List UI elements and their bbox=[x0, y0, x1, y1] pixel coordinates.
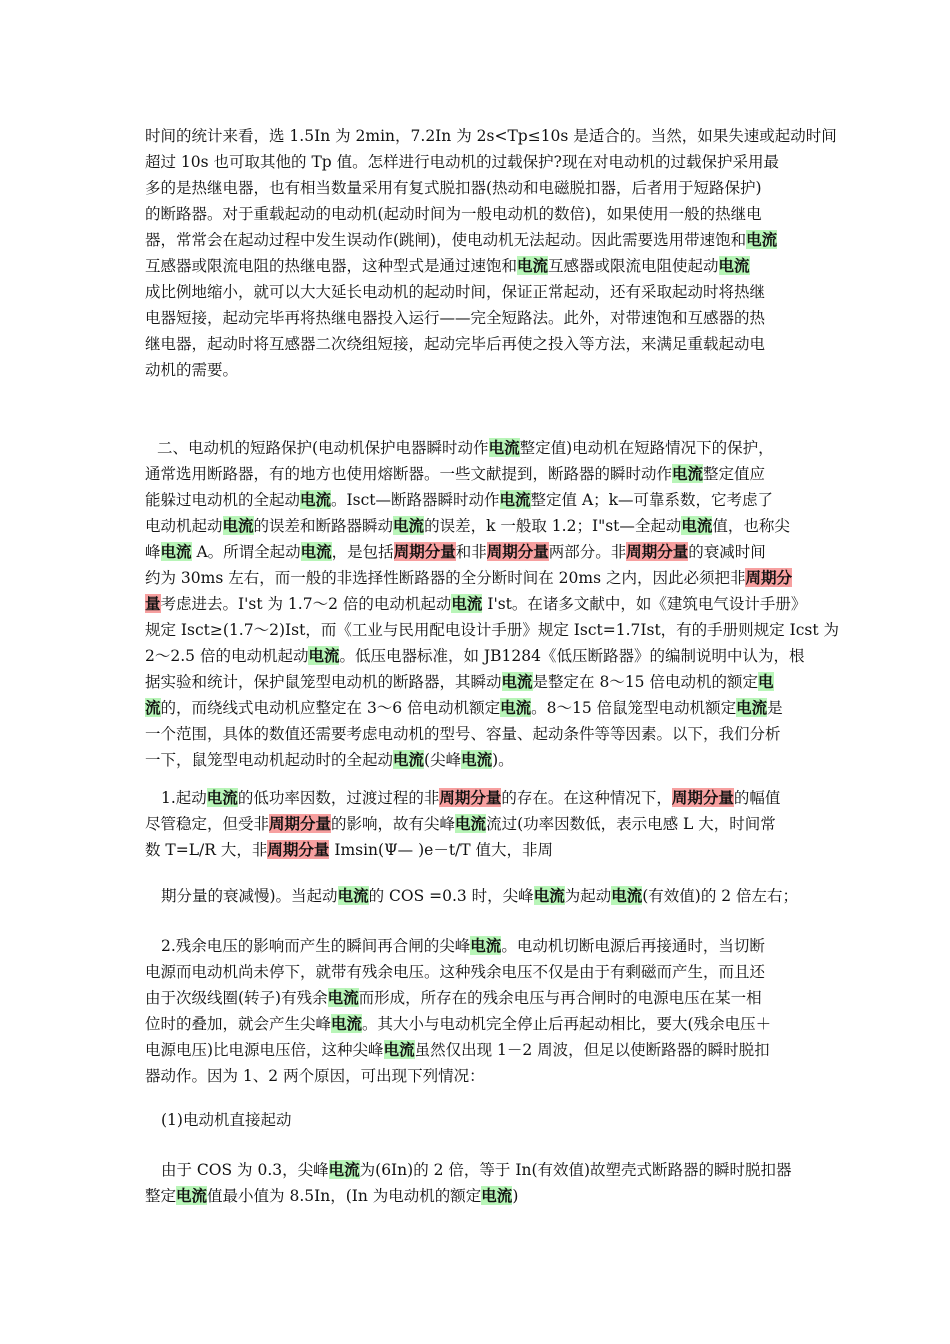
highlight-current: 电流 bbox=[718, 256, 750, 275]
text-run: 器，常常会在起动过程中发生误动作(跳闸)，使电动机无法起动。因此需要选用带速饱和 bbox=[145, 231, 747, 249]
text-run: 数 T=L/R 大，非 bbox=[145, 841, 268, 859]
text-run: 的 COS =0.3 时，尖峰 bbox=[368, 887, 534, 905]
highlight-current: 电流 bbox=[383, 1040, 415, 1059]
text-line bbox=[145, 357, 238, 383]
text-line bbox=[145, 1157, 792, 1183]
text-run: 时间的统计来看，选 1.5In 为 2min，7.2In 为 2s<Tp≤10s 是适合的。当然，如果失速或起动时间 bbox=[145, 127, 837, 145]
text-run: 约为 30ms 左右，而一般的非选择性断路器的全分断时间在 20ms 之内，因此必须把非 bbox=[145, 569, 746, 587]
text-run: 整定 bbox=[145, 1187, 177, 1205]
text-line bbox=[145, 883, 798, 909]
highlight-periodic-component: 周期分量 bbox=[267, 840, 330, 859]
text-run: 的误差，k 一般取 1.2；I"st—全起动 bbox=[424, 517, 682, 535]
text-run: ，是包括 bbox=[331, 543, 394, 561]
text-run: 的断路器。对于重载起动的电动机(起动时间为一般电动机的数倍)，如果使用一般的热继电 bbox=[145, 205, 762, 223]
highlight-current: 电流 bbox=[736, 698, 768, 717]
text-line bbox=[145, 565, 792, 591]
text-line bbox=[145, 811, 776, 837]
text-run: 虽然仅出现 1－2 周波，但足以使断路器的瞬时脱扣 bbox=[414, 1041, 770, 1059]
text-line bbox=[145, 1037, 770, 1063]
highlight-current: 电流 bbox=[672, 464, 704, 483]
text-line bbox=[145, 785, 780, 811]
text-run: 位时的叠加，就会产生尖峰 bbox=[145, 1015, 332, 1033]
highlight-current: 电流 bbox=[488, 438, 520, 457]
text-run: 2～2.5 倍的电动机起动 bbox=[145, 647, 309, 665]
text-run: 。低压电器标准，如 JB1284《低压断路器》的编制说明中认为，根 bbox=[339, 647, 805, 665]
highlight-current: 电流 bbox=[500, 698, 532, 717]
text-run: 峰 bbox=[145, 543, 161, 561]
text-run: 器动作。因为 1、2 两个原因，可出现下列情况： bbox=[145, 1067, 485, 1085]
text-run: 的，而绕线式电动机应整定在 3～6 倍电动机额定 bbox=[160, 699, 501, 717]
text-run: 互感器或限流电阻的热继电器，这种型式是通过速饱和 bbox=[145, 257, 518, 275]
text-run: 整定值)电动机在短路情况下的保护， bbox=[519, 439, 774, 457]
highlight-current: 电流 bbox=[746, 230, 778, 249]
highlight-periodic-component: 周期分量 bbox=[393, 542, 456, 561]
text-run: 的误差和断路器瞬动 bbox=[253, 517, 394, 535]
text-run: 和非 bbox=[455, 543, 487, 561]
text-run: 一下，鼠笼型电动机起动时的全起动 bbox=[145, 751, 394, 769]
text-run: 的低功率因数，过渡过程的非 bbox=[237, 789, 440, 807]
text-run: 。电动机切断电源后再接通时，当切断 bbox=[501, 937, 765, 955]
text-line bbox=[145, 721, 781, 747]
text-run: 电器短接，起动完毕再将热继电器投入运行——完全短路法。此外，对带速饱和互感器的热 bbox=[145, 309, 766, 327]
text-run: )。 bbox=[492, 751, 514, 769]
text-line bbox=[145, 959, 765, 985]
text-run: 是 bbox=[767, 699, 783, 717]
text-line bbox=[145, 331, 765, 357]
text-run: 电源电压)比电源电压倍，这种尖峰 bbox=[145, 1041, 384, 1059]
text-run: 电动机起动 bbox=[145, 517, 223, 535]
text-run: 的存在。在这种情况下， bbox=[501, 789, 672, 807]
text-line bbox=[145, 461, 765, 487]
text-run: 。Isct—断路器瞬时动作 bbox=[331, 491, 500, 509]
highlight-current: 电流 bbox=[501, 672, 533, 691]
text-run: 由于 COS 为 0.3，尖峰 bbox=[161, 1161, 329, 1179]
text-run: 为起动 bbox=[564, 887, 612, 905]
text-run: (有效值)的 2 倍左右； bbox=[642, 887, 799, 905]
text-line bbox=[145, 201, 762, 227]
text-run: 两部分。非 bbox=[548, 543, 627, 561]
text-run: 继电器，起动时将互感器二次绕组短接，起动完毕后再使之投入等方法，来满足重载起动电 bbox=[145, 335, 766, 353]
highlight-current: 电流 bbox=[533, 886, 565, 905]
text-line bbox=[145, 1183, 518, 1209]
text-line bbox=[145, 695, 783, 721]
text-line bbox=[145, 643, 804, 669]
highlight-periodic-component: 周期分量 bbox=[439, 788, 502, 807]
text-run: 。其大小与电动机完全停止后再起动相比，要大(残余电压＋ bbox=[362, 1015, 772, 1033]
text-run: 值，也称尖 bbox=[712, 517, 790, 535]
text-run: 2.残余电压的影响而产生的瞬间再合闸的尖峰 bbox=[161, 937, 471, 955]
text-run: I'st。在诸多文献中，如《建筑电气设计手册》 bbox=[482, 595, 807, 613]
highlight-periodic-component: 量 bbox=[145, 594, 161, 613]
text-line bbox=[145, 985, 762, 1011]
highlight-current: 电流 bbox=[176, 1186, 208, 1205]
highlight-current: 电流 bbox=[681, 516, 713, 535]
text-run: A。所谓全起动 bbox=[191, 543, 301, 561]
highlight-current: 电流 bbox=[160, 542, 192, 561]
text-run: 电源而电动机尚未停下，就带有残余电压。这种残余电压不仅是由于有剩磁而产生，而且还 bbox=[145, 963, 766, 981]
text-line bbox=[145, 1063, 485, 1089]
highlight-current: 电流 bbox=[611, 886, 643, 905]
text-run: 而形成，所存在的残余电压与再合闸时的电源电压在某一相 bbox=[358, 989, 762, 1007]
text-line bbox=[145, 435, 774, 461]
highlight-current: 电流 bbox=[308, 646, 340, 665]
highlight-current: 电流 bbox=[461, 750, 493, 769]
text-run: 互感器或限流电阻使起动 bbox=[548, 257, 719, 275]
text-run: 值最小值为 8.5In，(In 为电动机的额定 bbox=[207, 1187, 482, 1205]
text-run: Imsin(Ψ— )e－t/T 值大，非周 bbox=[329, 841, 554, 859]
text-line bbox=[145, 279, 765, 305]
highlight-current: 电流 bbox=[455, 814, 487, 833]
highlight-current: 电流 bbox=[300, 542, 332, 561]
text-line bbox=[145, 1011, 771, 1037]
highlight-current: 流 bbox=[145, 698, 161, 717]
text-run: 整定值 A；k—可靠系数，它考虑了 bbox=[530, 491, 774, 509]
highlight-current: 电流 bbox=[206, 788, 238, 807]
text-run: 的幅值 bbox=[733, 789, 781, 807]
text-line bbox=[145, 1107, 291, 1133]
text-line bbox=[145, 747, 514, 773]
text-line bbox=[145, 837, 553, 863]
highlight-current: 电流 bbox=[517, 256, 549, 275]
text-run: 的衰减时间 bbox=[688, 543, 766, 561]
text-run: 1.起动 bbox=[161, 789, 207, 807]
highlight-current: 电流 bbox=[481, 1186, 513, 1205]
highlight-current: 电流 bbox=[393, 750, 425, 769]
text-run: 是整定在 8～15 倍电动机的额定 bbox=[532, 673, 758, 691]
text-run: 多的是热继电器，也有相当数量采用有复式脱扣器(热动和电磁脱扣器，后者用于短路保护) bbox=[145, 179, 762, 197]
text-line bbox=[145, 305, 765, 331]
text-run: 超过 10s 也可取其他的 Tp 值。怎样进行电动机的过载保护?现在对电动机的过载保护采用最 bbox=[145, 153, 779, 171]
text-run: 能躲过电动机的全起动 bbox=[145, 491, 301, 509]
text-run: (1)电动机直接起动 bbox=[161, 1111, 292, 1129]
highlight-periodic-component: 周期分量 bbox=[626, 542, 689, 561]
text-run: 据实验和统计，保护鼠笼型电动机的断路器，其瞬动 bbox=[145, 673, 502, 691]
highlight-periodic-component: 周期分量 bbox=[486, 542, 549, 561]
text-run: 期分量的衰减慢)。当起动 bbox=[161, 887, 338, 905]
highlight-current: 电流 bbox=[499, 490, 531, 509]
highlight-current: 电流 bbox=[337, 886, 369, 905]
text-line bbox=[145, 149, 779, 175]
text-run: 的影响，故有尖峰 bbox=[331, 815, 456, 833]
highlight-current: 电流 bbox=[222, 516, 254, 535]
text-line bbox=[145, 933, 765, 959]
text-line bbox=[145, 591, 806, 617]
highlight-current: 电流 bbox=[327, 988, 359, 1007]
text-run: 为(6In)的 2 倍，等于 In(有效值)故塑壳式断路器的瞬时脱扣器 bbox=[359, 1161, 792, 1179]
highlight-periodic-component: 周期分量 bbox=[671, 788, 734, 807]
text-run: 成比例地缩小，就可以大大延长电动机的起动时间，保证正常起动，还有采取起动时将热继 bbox=[145, 283, 766, 301]
text-run: 二、电动机的短路保护(电动机保护电器瞬时动作 bbox=[157, 439, 489, 457]
highlight-current: 电 bbox=[757, 672, 774, 691]
text-run: ) bbox=[512, 1187, 519, 1205]
highlight-periodic-component: 周期分 bbox=[745, 568, 792, 587]
text-line bbox=[145, 123, 837, 149]
text-run: 整定值应 bbox=[703, 465, 766, 483]
text-line bbox=[145, 539, 766, 565]
text-line bbox=[145, 669, 774, 695]
text-line bbox=[145, 513, 790, 539]
text-line bbox=[145, 175, 762, 201]
text-line bbox=[145, 617, 839, 643]
highlight-current: 电流 bbox=[328, 1160, 360, 1179]
text-run: 规定 Isct≥(1.7～2)Ist，而《工业与民用配电设计手册》规定 Isct=1.7Ist，有的手册则规定 Icst 为 bbox=[145, 621, 840, 639]
highlight-current: 电流 bbox=[300, 490, 332, 509]
text-run: 通常选用断路器，有的地方也使用熔断器。一些文献提到，断路器的瞬时动作 bbox=[145, 465, 673, 483]
text-run: (尖峰 bbox=[424, 751, 462, 769]
text-run: 动机的需要。 bbox=[145, 361, 239, 379]
highlight-current: 电流 bbox=[470, 936, 502, 955]
text-run: 流过(功率因数低，表示电感 L 大，时间常 bbox=[486, 815, 776, 833]
text-run: 考虑进去。I'st 为 1.7～2 倍的电动机起动 bbox=[160, 595, 452, 613]
text-run: 由于次级线圈(转子)有残余 bbox=[145, 989, 328, 1007]
text-line bbox=[145, 487, 773, 513]
text-line bbox=[145, 253, 750, 279]
text-run: 。8～15 倍鼠笼型电动机额定 bbox=[531, 699, 737, 717]
text-run: 尽管稳定，但受非 bbox=[145, 815, 270, 833]
highlight-current: 电流 bbox=[331, 1014, 363, 1033]
text-run: 一个范围，具体的数值还需要考虑电动机的型号、容量、起动条件等等因素。以下，我们分析 bbox=[145, 725, 781, 743]
highlight-periodic-component: 周期分量 bbox=[269, 814, 332, 833]
highlight-current: 电流 bbox=[451, 594, 483, 613]
text-line bbox=[145, 227, 777, 253]
highlight-current: 电流 bbox=[393, 516, 425, 535]
